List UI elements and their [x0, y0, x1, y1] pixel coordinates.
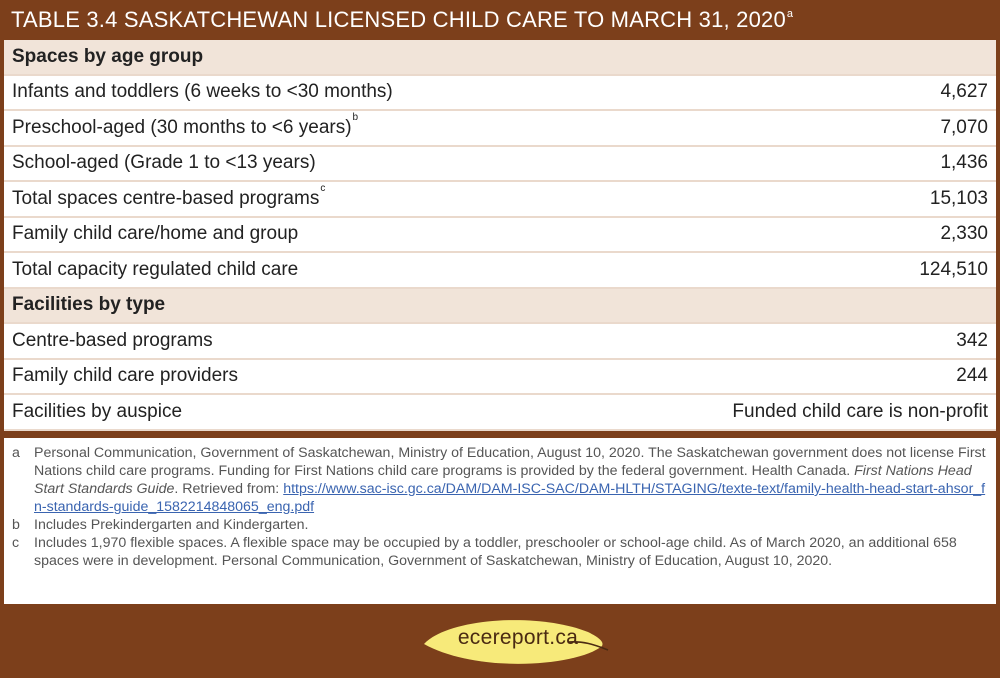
footnote-b: [12, 516, 988, 534]
row-label-text: Family child care providers: [12, 365, 238, 387]
row-value: 2,330: [940, 223, 988, 245]
footnote-text: Includes Prekindergarten and Kindergarten.: [34, 517, 309, 533]
table-title: [0, 0, 1000, 40]
footnote-text: [34, 444, 988, 516]
footnote-marker: b: [352, 112, 359, 124]
row-value: 124,510: [919, 258, 988, 280]
row-label: [12, 81, 393, 103]
footnote-marker: c: [320, 183, 326, 195]
row-label: [12, 223, 298, 245]
row-label: [12, 259, 298, 281]
section-heading-facilities: [4, 289, 996, 325]
row-label-text: Total capacity regulated child care: [12, 258, 299, 280]
table-row: [4, 182, 996, 218]
footnote-letter: b: [12, 517, 20, 533]
row-label-text: Facilities by auspice: [12, 400, 183, 422]
table-title-footnote-marker: a: [786, 8, 794, 20]
section-heading-label: Facilities by type: [12, 294, 166, 316]
table-title-text: TABLE 3.4 SASKATCHEWAN LICENSED CHILD CARE TO MARCH 31, 2020: [11, 7, 786, 32]
table-row: [4, 324, 996, 360]
row-label-text: Centre-based programs: [12, 329, 213, 351]
footnote-text-part: . Retrieved from:: [174, 481, 284, 497]
row-label: [12, 365, 238, 387]
table-row: [4, 111, 996, 147]
row-label-text: Family child care/home and group: [12, 223, 299, 245]
row-value: Funded child care is non-profit: [732, 400, 988, 422]
footnote-c: [12, 534, 988, 570]
row-label: [12, 330, 213, 352]
footnote-letter: c: [12, 535, 20, 551]
section-heading-spaces: [4, 40, 996, 76]
section-heading-label: Spaces by age group: [12, 45, 204, 67]
row-label-text: Preschool-aged (30 months to <6 years): [12, 116, 352, 138]
footnote-source-link[interactable]: https://www.sac-isc.gc.ca/DAM/DAM-ISC-SAC/DAM-HLTH/STAGING/texte-text/family-health-head-start-ahsor_fn-standards-guide_1582214848065_eng.pdf: [34, 481, 986, 515]
row-label-text: Total spaces centre-based programs: [12, 187, 320, 209]
table-row: [4, 76, 996, 112]
row-value: 7,070: [940, 116, 988, 138]
footnote-publication-title: First Nations Head Start Standards Guide: [34, 463, 972, 497]
table-row: [4, 360, 996, 396]
data-table: [4, 40, 996, 431]
row-label-text: School-aged (Grade 1 to <13 years): [12, 152, 316, 174]
row-label: [12, 152, 316, 174]
row-value: 15,103: [929, 187, 988, 209]
row-label-text: Infants and toddlers (6 weeks to <30 months): [12, 81, 393, 103]
table-row: [4, 395, 996, 431]
row-label: [12, 183, 326, 210]
row-value: 4,627: [940, 81, 988, 103]
row-label: [12, 112, 359, 139]
footnote-text: Includes 1,970 flexible spaces. A flexible space may be occupied by a toddler, preschooler or school-age child. As of March 2020, an additional 658 spaces were in development. Personal Communication, Government of Saskatchewan, Ministry of Education, August 10, 2020.: [34, 535, 957, 569]
table-row: [4, 253, 996, 289]
footnote-a: [12, 444, 988, 516]
row-value: 244: [956, 365, 988, 387]
row-value: 342: [956, 329, 988, 351]
logo-text: ecereport.ca: [457, 626, 579, 649]
row-value: 1,436: [940, 152, 988, 174]
footnote-text-part: Personal Communication, Government of Saskatchewan, Ministry of Education, August 10, 2020. The Saskatchewan government does not license First Nations child care programs. Funding for First Nations child care programs is provided by the federal government. Health Canada.: [34, 445, 986, 479]
table-row: [4, 147, 996, 183]
table-row: [4, 218, 996, 254]
footnotes: [4, 438, 996, 604]
footnote-letter: a: [12, 445, 20, 461]
row-label: [12, 401, 182, 423]
